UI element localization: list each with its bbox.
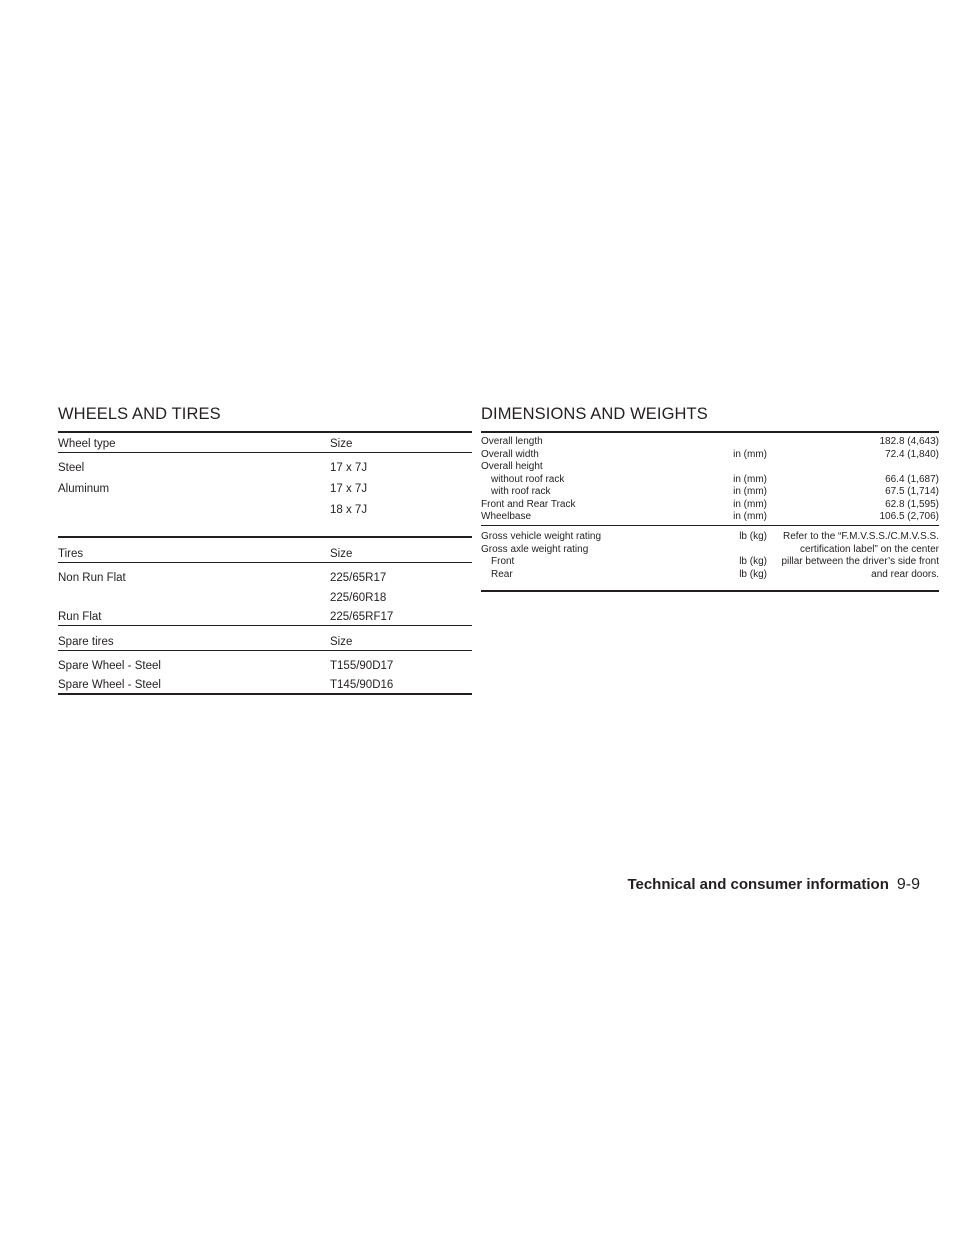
spare-size-cell: T145/90D16 <box>330 679 394 691</box>
wheels-tires-title: WHEELS AND TIRES <box>58 405 221 423</box>
dimension-label: Overall length <box>481 436 543 447</box>
spare-size-cell: T155/90D17 <box>330 660 394 672</box>
tire-size-cell: 225/65RF17 <box>330 611 394 623</box>
page-footer <box>627 876 920 894</box>
wheel-type-header: Wheel type <box>58 438 116 450</box>
wheel-size-cell: 17 x 7J <box>330 462 368 474</box>
header-rule <box>58 650 472 651</box>
header-rule <box>58 452 472 453</box>
dimension-label: Overall height <box>481 461 543 472</box>
spare-type-cell: Spare Wheel - Steel <box>58 660 161 672</box>
wheel-size-cell: 18 x 7J <box>330 504 368 516</box>
dimensions-weights-title: DIMENSIONS AND WEIGHTS <box>481 405 708 423</box>
tire-type-cell: Non Run Flat <box>58 572 126 584</box>
tire-size-cell: 225/60R18 <box>330 592 387 604</box>
wheel-size-cell: 17 x 7J <box>330 483 368 495</box>
tire-size-cell: 225/65R17 <box>330 572 387 584</box>
weight-label: Front <box>491 556 515 567</box>
table-end-rule <box>58 693 472 695</box>
dimension-label: Front and Rear Track <box>481 498 576 510</box>
dimension-unit: in (mm) <box>733 486 767 497</box>
dimension-value: 62.8 (1,595) <box>885 498 939 510</box>
header-rule <box>58 562 472 563</box>
spare-type-cell: Spare Wheel - Steel <box>58 679 161 691</box>
spare-size-header: Size <box>330 636 353 648</box>
tire-type-cell: Run Flat <box>58 611 102 623</box>
spare-tires-header: Spare tires <box>58 636 114 648</box>
page-number: 9-9 <box>896 876 920 893</box>
dimension-unit: in (mm) <box>733 511 767 522</box>
dimension-unit: in (mm) <box>733 498 767 510</box>
dimension-value: 67.5 (1,714) <box>885 486 939 497</box>
table-row <box>481 499 939 512</box>
weight-unit: lb (kg) <box>739 568 767 580</box>
dimension-label: with roof rack <box>491 486 551 497</box>
table-row <box>481 511 939 524</box>
dimension-label: without roof rack <box>491 473 565 485</box>
dimension-value: 72.4 (1,840) <box>885 448 939 460</box>
weight-label: Gross vehicle weight rating <box>481 531 602 542</box>
dimension-value: 106.5 (2,706) <box>879 511 939 522</box>
title-rule <box>58 431 472 433</box>
tire-size-header: Size <box>330 548 353 560</box>
table-row <box>481 486 939 499</box>
wheel-type-cell: Steel <box>58 462 85 474</box>
table-row <box>481 449 939 462</box>
table-end-rule <box>481 590 939 592</box>
dimension-unit: in (mm) <box>733 473 767 485</box>
wheel-type-cell: Aluminum <box>58 483 110 495</box>
dimension-label: Overall width <box>481 448 539 460</box>
table-rule <box>58 625 472 626</box>
weight-rating-note: Refer to the “F.M.V.S.S./C.M.V.S.S. certification label” on the center pillar between the driver’s side front and rear doors. <box>781 531 939 580</box>
weights-table <box>481 531 939 587</box>
weight-unit: lb (kg) <box>739 531 767 542</box>
dimension-unit: in (mm) <box>733 448 767 460</box>
weight-unit: lb (kg) <box>739 556 767 567</box>
table-row <box>481 474 939 487</box>
dimension-value: 66.4 (1,687) <box>885 473 939 485</box>
weight-label: Gross axle weight rating <box>481 543 589 555</box>
table-row <box>481 436 939 449</box>
dimensions-table <box>481 436 939 524</box>
weight-label: Rear <box>491 568 513 580</box>
footer-section-title: Technical and consumer information <box>627 876 889 893</box>
table-row <box>481 461 939 474</box>
table-rule <box>481 525 939 526</box>
table-rule <box>58 536 472 538</box>
dimension-label: Wheelbase <box>481 511 532 522</box>
title-rule <box>481 431 939 433</box>
tires-header: Tires <box>58 548 84 560</box>
dimension-value: 182.8 (4,643) <box>879 436 939 447</box>
wheel-size-header: Size <box>330 438 353 450</box>
